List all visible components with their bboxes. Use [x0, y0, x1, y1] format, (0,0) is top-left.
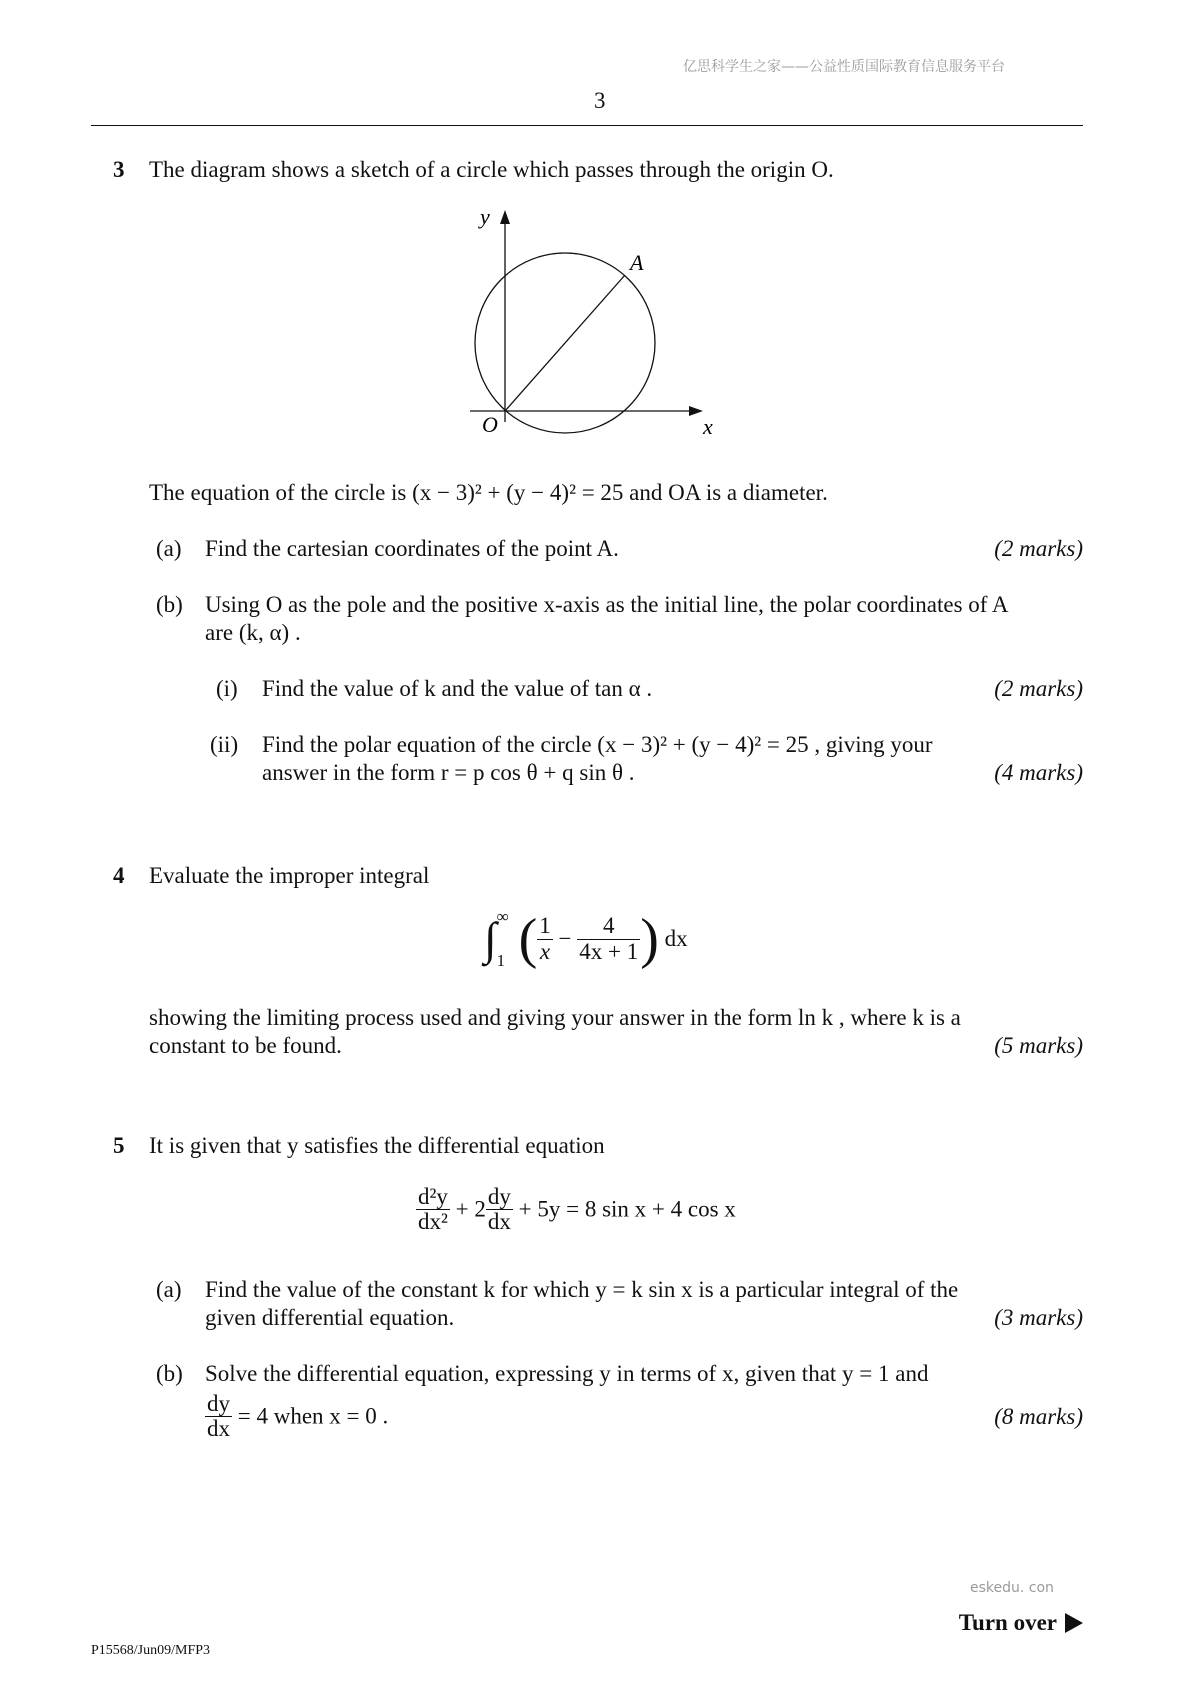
q3bi-label: (i)	[216, 676, 238, 701]
header-rule	[91, 125, 1083, 126]
q4-intro: Evaluate the improper integral	[149, 863, 430, 888]
q3b-text-line2: are (k, α) .	[205, 620, 301, 645]
second-derivative-fraction: $\frac{\text{d²y}}{\text{dx²}}$	[418, 1184, 448, 1235]
q3bii-text-line2: answer in the form r = p cos θ + q sin θ .	[262, 760, 635, 785]
watermark-bottom: eskedu. con	[970, 1580, 1054, 1596]
q3bi-marks: (2 marks)	[994, 676, 1083, 701]
fraction-1-over-x: $\frac{1}{x}$	[539, 913, 551, 964]
label-y: y	[480, 204, 490, 229]
q5-intro: It is given that y satisfies the differential equation	[149, 1133, 605, 1158]
q5b-text-line2-wrap	[205, 1392, 388, 1441]
turn-over-label: Turn over	[958, 1610, 1057, 1635]
q3bii-text-line1: Find the polar equation of the circle (x − 3)² + (y − 4)² = 25 , giving your	[262, 732, 933, 757]
q5b-marks: (8 marks)	[994, 1404, 1083, 1429]
q3bii-marks: (4 marks)	[994, 760, 1083, 785]
circle-diagram	[440, 200, 730, 450]
integral-dx: dx	[664, 926, 688, 951]
diameter-oa	[505, 275, 625, 411]
page-number: 3	[594, 88, 606, 113]
left-paren: (	[518, 908, 538, 970]
integral-limits	[497, 907, 519, 971]
de-plus-2: + 2	[455, 1196, 486, 1222]
turn-over	[959, 1610, 1083, 1636]
q5-number: 5	[113, 1133, 125, 1158]
q5-differential-equation	[416, 1185, 736, 1234]
integral-lower: 1	[496, 951, 506, 970]
q3a-label: (a)	[156, 536, 182, 561]
q4-number: 4	[113, 863, 125, 888]
q3-number: 3	[113, 157, 125, 182]
q5a-text-line1: Find the value of the constant k for which y = k sin x is a particular integral of the	[205, 1277, 959, 1302]
q3bi-text: Find the value of k and the value of tan α .	[262, 676, 653, 701]
q5a-marks: (3 marks)	[994, 1305, 1083, 1330]
label-o: O	[482, 412, 498, 437]
integral-upper: ∞	[496, 907, 509, 926]
q5b-dy-dx-fraction: $\frac{dy}{dx}$	[207, 1391, 230, 1442]
q5b-text-line1: Solve the differential equation, expressing y in terms of x, given that y = 1 and	[205, 1361, 929, 1386]
q3-intro: The diagram shows a sketch of a circle which passes through the origin O.	[149, 157, 834, 182]
q3-equation-line: The equation of the circle is (x − 3)² + (y − 4)² = 25 and OA is a diameter.	[149, 480, 828, 505]
first-derivative-fraction: $\frac{dy}{dx}$	[487, 1184, 511, 1235]
q5a-label: (a)	[156, 1277, 182, 1302]
q4-text-line1: showing the limiting process used and giving your answer in the form ln k , where k is a	[149, 1005, 961, 1030]
y-axis-arrow	[500, 210, 510, 224]
integral-sign: ∫	[484, 913, 497, 964]
q4-marks: (5 marks)	[994, 1033, 1083, 1058]
q3b-text-line1: Using O as the pole and the positive x-axis as the initial line, the polar coordinates of A	[205, 592, 1009, 617]
x-axis-arrow	[689, 406, 703, 416]
q3a-text: Find the cartesian coordinates of the point A.	[205, 536, 619, 561]
turn-over-arrow-icon	[1065, 1613, 1083, 1633]
q5b-label: (b)	[156, 1361, 183, 1386]
q3bii-label: (ii)	[210, 732, 239, 757]
q5b-text-line2: = 4 when x = 0 .	[237, 1403, 389, 1429]
label-a: A	[630, 250, 644, 275]
q3a-marks: (2 marks)	[994, 536, 1083, 561]
right-paren: )	[640, 908, 659, 970]
q5a-text-line2: given differential equation.	[205, 1305, 455, 1330]
label-x: x	[703, 414, 713, 439]
fraction-4-over-4x1: $\frac{4}{4x + 1}$	[579, 913, 639, 964]
minus-sign: −	[558, 926, 572, 951]
watermark-top: 亿思科学生之家——公益性质国际教育信息服务平台	[683, 59, 1005, 75]
q3b-label: (b)	[156, 592, 183, 617]
q4-integral	[484, 907, 688, 977]
footer-code: P15568/Jun09/MFP3	[91, 1643, 211, 1658]
de-rest: + 5y = 8 sin x + 4 cos x	[518, 1196, 736, 1222]
q4-text-line2: constant to be found.	[149, 1033, 342, 1058]
